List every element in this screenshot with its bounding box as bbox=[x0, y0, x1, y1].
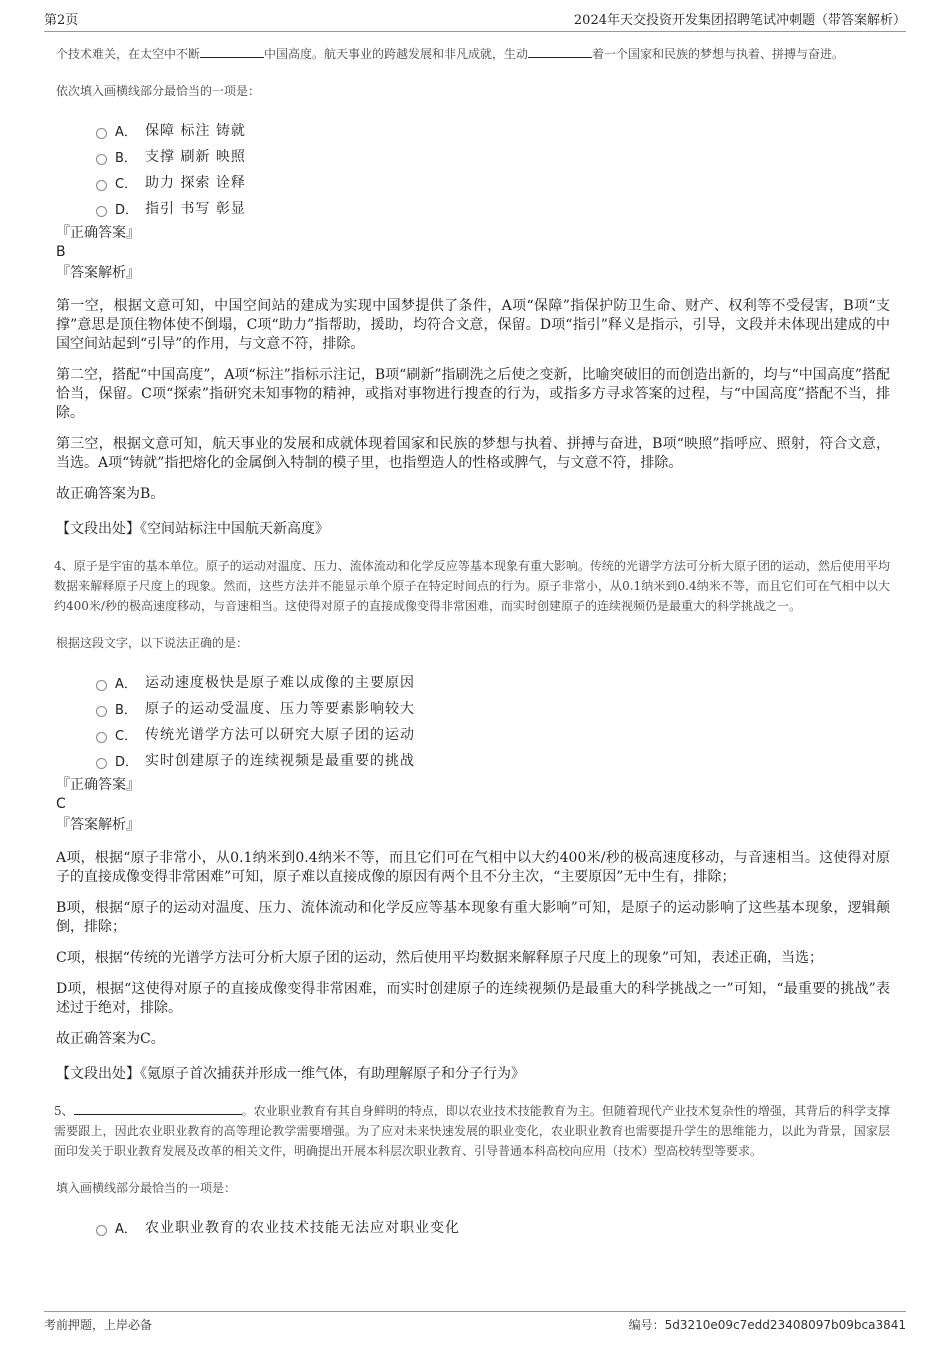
radio-icon[interactable] bbox=[96, 206, 107, 217]
radio-icon[interactable] bbox=[96, 758, 107, 769]
question-5-options bbox=[96, 1214, 890, 1240]
question-4-text: 4、原子是宇宙的基本单位。原子的运动对温度、压力、流体流动和化学反应等基本现象有重大影响。传统的光谱学方法可分析大原子团的运动，然后使用平均数据来解释原子尺度上的现象。然而，这些方法并不能显示单个原子在特定时间点的行为。原子非常小，从0.1纳米到0.4纳米不等，而且它们可在气相中以大约400米/秒的极高速度移动，与音速相当。这使得对原子的直接成像变得非常困难，而实时创建原子的连续视频仍是最重大的科学挑战之一。 bbox=[54, 559, 890, 613]
fill-blank bbox=[528, 46, 592, 58]
option-a[interactable]: A． 保障 标注 铸就 bbox=[96, 117, 890, 143]
radio-icon[interactable] bbox=[96, 706, 107, 717]
analysis-paragraph: 第一空，根据文意可知，中国空间站的建成为实现中国梦提供了条件，A项“保障”指保护防卫生命、财产、权利等不受侵害，B项“支撑”意思是顶住物体使不倒塌，C项“助力”指帮助，援助，均符合文意，保留。D项“指引”释义是指示，引导，文段并未体现出建成的中国空间站起到“引导”的作用，与文意不符，排除。 bbox=[56, 298, 890, 352]
option-a[interactable]: A． 农业职业教育的农业技术技能无法应对职业变化 bbox=[96, 1214, 890, 1240]
radio-icon[interactable] bbox=[96, 180, 107, 191]
fill-blank bbox=[200, 46, 264, 58]
analysis-paragraph: 第三空，根据文意可知，航天事业的发展和成就体现着国家和民族的梦想与执着、拼搏与奋进，B项“映照”指呼应、照射，符合文意，当选。A项“铸就”指把熔化的金属倒入特制的模子里，也指塑造人的性格或脾气，与文意不符，排除。 bbox=[56, 436, 890, 471]
page-footer bbox=[44, 1311, 906, 1333]
radio-icon[interactable] bbox=[96, 1225, 107, 1236]
answer-label: 『正确答案』 bbox=[56, 225, 140, 241]
page-number: 第2页 bbox=[44, 13, 79, 28]
radio-icon[interactable] bbox=[96, 680, 107, 691]
option-a[interactable]: A． 运动速度极快是原子难以成像的主要原因 bbox=[96, 669, 890, 695]
radio-icon[interactable] bbox=[96, 154, 107, 165]
question-3-text: 个技术难关，在太空中不断 中国高度。航天事业的跨越发展和非凡成就，生动 着一个国家和民族的梦想与执着、拼搏与奋进。 bbox=[56, 47, 845, 61]
option-c[interactable]: C． 助力 探索 诠释 bbox=[96, 169, 890, 195]
question-3-instruction: 依次填入画横线部分最恰当的一项是： bbox=[56, 84, 261, 98]
analysis-label: 『答案解析』 bbox=[56, 817, 140, 833]
analysis-paragraph: B项，根据“原子的运动对温度、压力、流体流动和化学反应等基本现象有重大影响”可知，是原子的运动影响了这些基本现象，逻辑颠倒，排除； bbox=[56, 900, 890, 935]
option-d[interactable]: D． 实时创建原子的连续视频是最重要的挑战 bbox=[96, 747, 890, 773]
footer-slogan: 考前押题，上岸必备 bbox=[44, 1318, 153, 1332]
document-id: 编号：5d3210e09c7edd23408097b09bca3841 bbox=[628, 1318, 906, 1332]
option-b[interactable]: B． 原子的运动受温度、压力等要素影响较大 bbox=[96, 695, 890, 721]
source-citation: 【文段出处】《氪原子首次捕获并形成一维气体，有助理解原子和分子行为》 bbox=[56, 1066, 525, 1082]
question-3-options bbox=[96, 117, 890, 221]
answer-value: B bbox=[56, 244, 66, 260]
answer-value: C bbox=[56, 796, 66, 812]
option-c[interactable]: C． 传统光谱学方法可以研究大原子团的运动 bbox=[96, 721, 890, 747]
source-citation: 【文段出处】《空间站标注中国航天新高度》 bbox=[56, 521, 329, 537]
page-header bbox=[44, 12, 906, 32]
analysis-paragraph: 第二空，搭配“中国高度”，A项“标注”指标示注记，B项“刷新”指刷洗之后使之变新，比喻突破旧的而创造出新的，均与“中国高度”搭配恰当，保留。C项“探索”指研究未知事物的精神，或指对事物进行搜查的行为，或指多方寻求答案的过程，与“中国高度”搭配不当，排除。 bbox=[56, 367, 890, 421]
question-5-text: 5、 。农业职业教育有其自身鲜明的特点，即以农业技术技能教育为主。但随着现代产业技术复杂性的增强，其背后的科学支撑需要跟上，因此农业职业教育的高等理论教学需要增强。为了应对未来快速发展的职业变化，农业职业教育也需要提升学生的思维能力，以此为背景，国家层面印发关于职业教育发展及改革的相关文件，明确提出开展本科层次职业教育、引导普通本科高校向应用（技术）型高校转型等要求。 bbox=[54, 1104, 890, 1158]
radio-icon[interactable] bbox=[96, 128, 107, 139]
document-title: 2024年天交投资开发集团招聘笔试冲刺题（带答案解析） bbox=[573, 13, 906, 28]
analysis-conclusion: 故正确答案为C。 bbox=[56, 1031, 165, 1047]
analysis-paragraph: A项，根据“原子非常小，从0.1纳米到0.4纳米不等，而且它们可在气相中以大约400米/秒的极高速度移动，与音速相当。这使得对原子的直接成像变得非常困难”可知，原子难以直接成像的原因有两个且不分主次，“主要原因”无中生有，排除； bbox=[56, 850, 890, 885]
analysis-label: 『答案解析』 bbox=[56, 265, 140, 281]
answer-label: 『正确答案』 bbox=[56, 777, 140, 793]
page-content bbox=[56, 44, 890, 1305]
analysis-conclusion: 故正确答案为B。 bbox=[56, 486, 165, 502]
fill-blank bbox=[74, 1103, 242, 1115]
option-b[interactable]: B． 支撑 刷新 映照 bbox=[96, 143, 890, 169]
radio-icon[interactable] bbox=[96, 732, 107, 743]
question-4-instruction: 根据这段文字，以下说法正确的是： bbox=[56, 636, 249, 650]
question-4-options bbox=[96, 669, 890, 773]
analysis-paragraph: C项，根据“传统的光谱学方法可分析大原子团的运动，然后使用平均数据来解释原子尺度上的现象”可知，表述正确，当选； bbox=[56, 950, 824, 966]
analysis-paragraph: D项，根据“这使得对原子的直接成像变得非常困难，而实时创建原子的连续视频仍是最重大的科学挑战之一”可知，“最重要的挑战”表述过于绝对，排除。 bbox=[56, 981, 890, 1016]
option-d[interactable]: D． 指引 书写 彰显 bbox=[96, 195, 890, 221]
question-5-instruction: 填入画横线部分最恰当的一项是： bbox=[56, 1181, 237, 1195]
